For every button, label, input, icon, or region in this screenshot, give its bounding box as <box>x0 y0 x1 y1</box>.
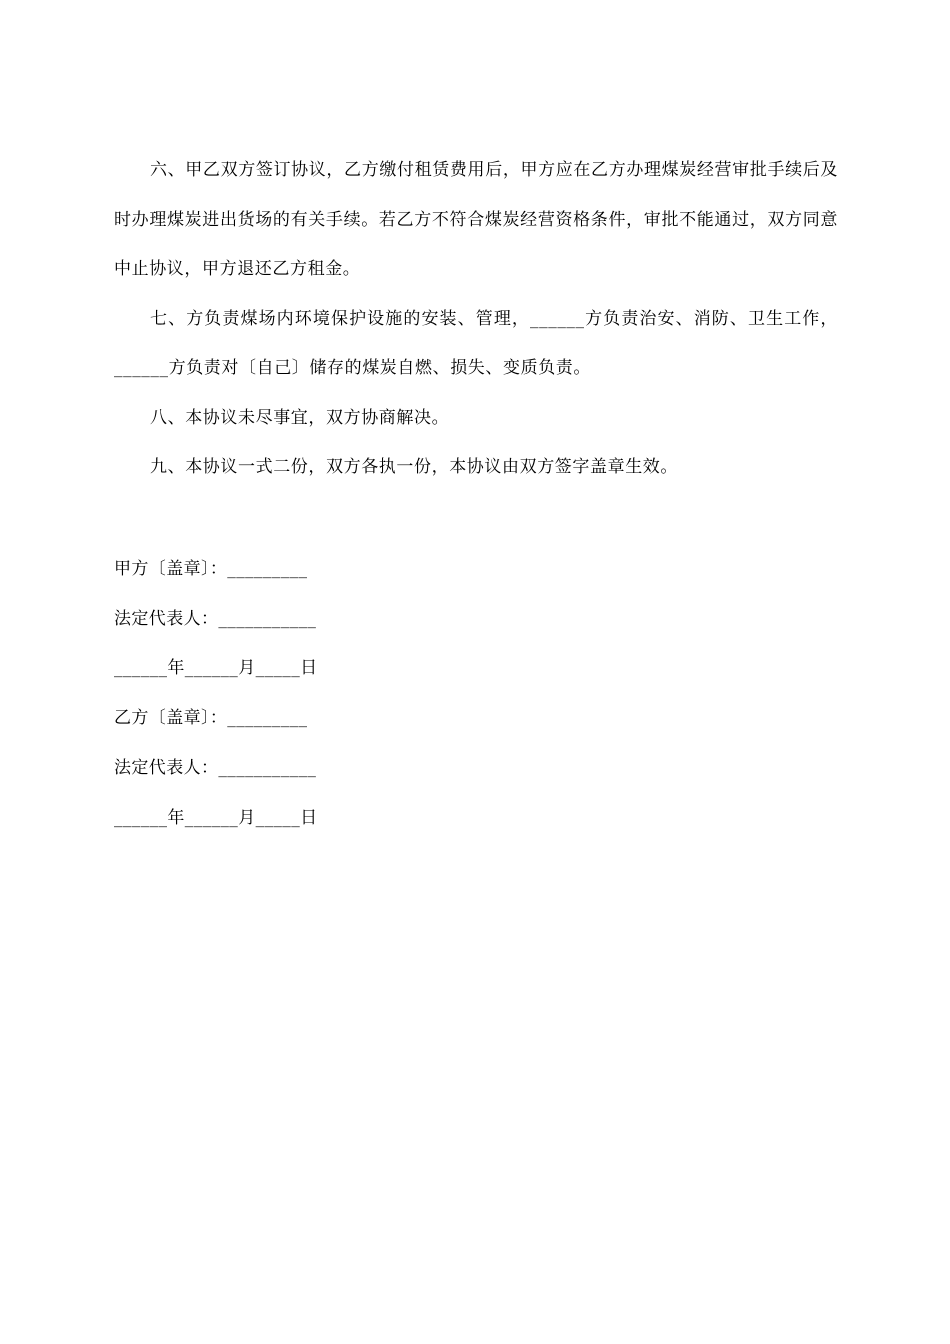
party-a-representative-line: 法定代表人：___________ <box>114 608 317 629</box>
clause-6: 六、甲乙双方签订协议，乙方缴付租赁费用后，甲方应在乙方办理煤炭经营审批手续后及时办理煤炭进出货场的有关手续。若乙方不符合煤炭经营资格条件，审批不能通过，双方同意中止协议，甲方退还乙方租金。 <box>114 160 838 279</box>
signature-block <box>114 545 514 843</box>
party-b-date-line: ______年______月_____日 <box>114 807 318 828</box>
party-b-representative-line: 法定代表人：___________ <box>114 757 317 778</box>
clause-7: 七、方负责煤场内环境保护设施的安装、管理，______方负责治安、消防、卫生工作，______方负责对〔自己〕储存的煤炭自燃、损失、变质负责。 <box>114 308 838 378</box>
party-b-seal-line: 乙方〔盖章〕：_________ <box>114 708 308 729</box>
party-a-date-line: ______年______月_____日 <box>114 658 318 679</box>
party-a-seal-line: 甲方〔盖章〕：_________ <box>114 559 308 579</box>
clause-8: 八、本协议未尽事宜，双方协商解决。 <box>150 407 450 428</box>
agreement-clauses <box>114 146 838 493</box>
clause-9: 九、本协议一式二份，双方各执一份，本协议由双方签字盖章生效。 <box>150 457 678 477</box>
